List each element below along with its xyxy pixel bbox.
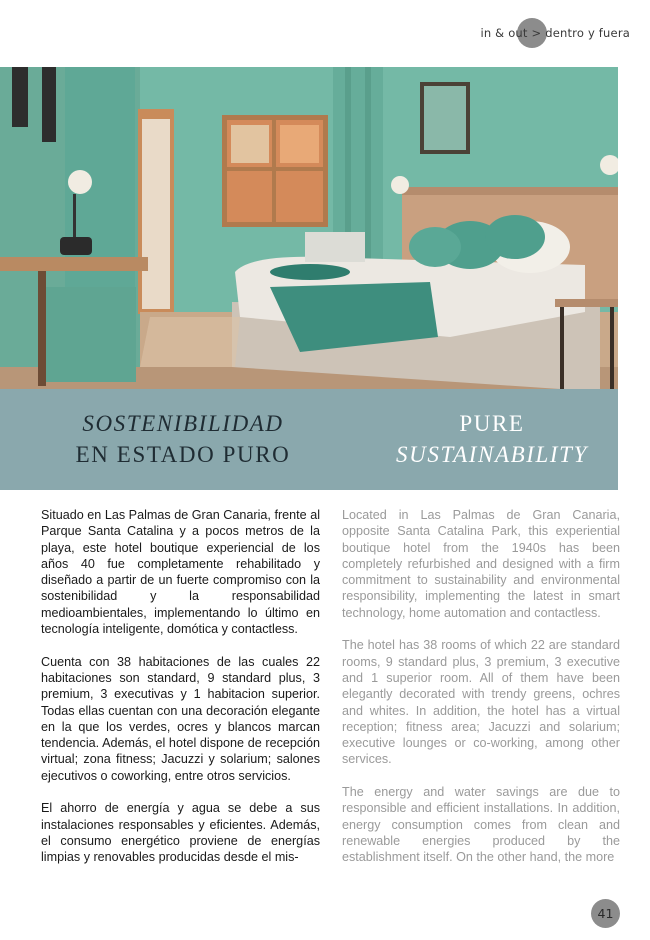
title-es-line1: SOSTENIBILIDAD	[82, 411, 284, 436]
section-label	[480, 26, 630, 40]
body-column-english	[342, 507, 620, 882]
body-es-paragraph-1: Situado en Las Palmas de Gran Canaria, frente al Parque Santa Catalina y a pocos metros de la playa, este hotel boutique experiencial de los años 40 fue completamente rehabilitado y diseñado a partir de un fuerte compromiso con la sostenibilidad y la responsabilidad medioambientales, implementando lo último en tecnología inteligente, domótica y contactless.	[41, 508, 320, 637]
hotel-room-photo	[0, 67, 618, 389]
title-en-line1: PURE	[459, 411, 525, 436]
section-label-es: dentro y fuera	[545, 26, 630, 40]
body-es-paragraph-3: El ahorro de energía y agua se debe a sus instalaciones responsables y eficientes. Además, el consumo energético proviene de energías limpias y renovables producidas desde el mis-	[41, 801, 320, 865]
section-header	[480, 18, 630, 48]
body-en-paragraph-1: Located in Las Palmas de Gran Canaria, opposite Santa Catalina Park, this experiential boutique hotel from the 1940s has been completely refurbished and designed with a firm commitment to sustainability and environmental responsibility, implementing the latest in smart technology, home automation and contactless.	[342, 508, 620, 620]
section-label-en: in & out	[480, 26, 528, 40]
body-en-paragraph-2: The hotel has 38 rooms of which 22 are standard rooms, 9 standard plus, 3 premium, 3 executive and 1 superior room. All of them have been elegantly decorated with trendy greens, ochres and whites. In addition, the hotel has a virtual reception; fitness area; Jacuzzi and solarium; executive lounges or co-working, among other services.	[342, 638, 620, 767]
title-es-line2: EN ESTADO PURO	[75, 442, 291, 467]
section-separator: >	[531, 26, 542, 40]
title-band	[0, 389, 618, 490]
title-english	[366, 409, 618, 471]
page-number: 41	[591, 899, 620, 928]
body-es-paragraph-2: Cuenta con 38 habitaciones de las cuales 22 habitaciones son standard, 9 standard plus, 3 premium, 3 executivas y 1 habitacion superior. Todas ellas cuentan con una decoración elegante en la que los verdes, ocres y blancos marcan tendencia. Además, el hotel dispone de recepción virtual; zona fitness; Jacuzzi y solarium; salones ejecutivos o coworking, entre otros servicios.	[41, 654, 320, 783]
title-spanish	[0, 409, 366, 471]
title-en-line2: SUSTAINABILITY	[396, 442, 588, 467]
body-en-paragraph-3: The energy and water savings are due to responsible and efficient installations. In addition, energy consumption comes from clean and renewable energies produced by the establishment itself. On the other hand, the more	[342, 785, 620, 865]
body-column-spanish	[41, 507, 320, 882]
